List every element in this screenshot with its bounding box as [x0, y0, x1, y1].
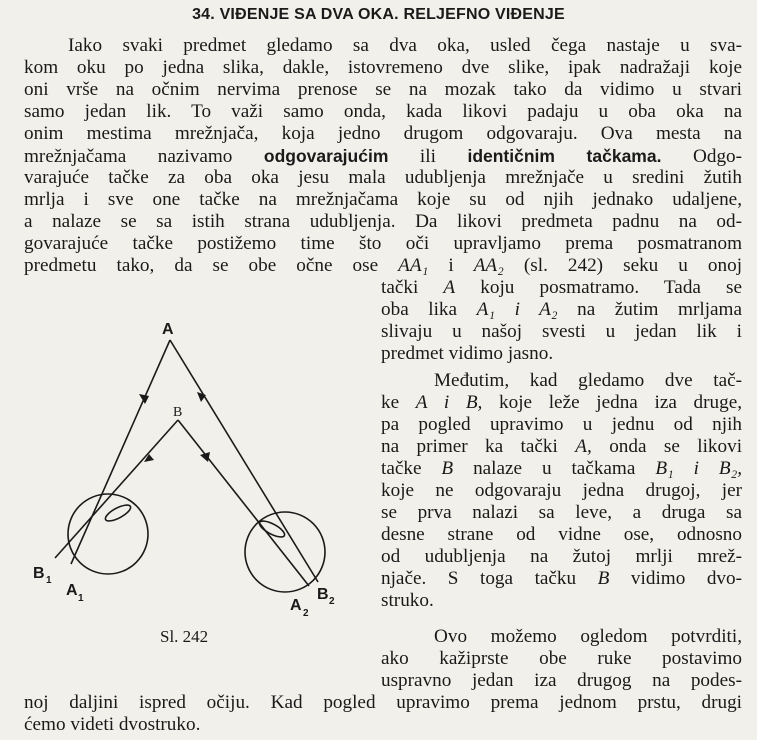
- figure-caption: Sl. 242: [160, 627, 209, 646]
- svg-text:2: 2: [303, 608, 309, 619]
- text-line: tačke B nalaze u tačkama B₁ i B₂,: [381, 458, 743, 479]
- text-line: na primer ka tački A, onda se likovi: [381, 436, 743, 457]
- text-line: samo jedan lik. To važi samo onda, kada likovi padaju u oba oka na: [24, 101, 742, 122]
- text-line: desne strane od vidne ose, odnosno: [381, 524, 742, 545]
- ray-b-left: [55, 420, 178, 558]
- text-line: mrežnjačama nazivamo odgovarajućim ili identičnim tačkama. Odgo-: [24, 146, 743, 167]
- svg-text:1: 1: [78, 593, 84, 604]
- symbol-AA1: AA₁: [398, 255, 429, 276]
- text-line: a nalaze se sa istih strana udubljenja. Da likovi predmeta padnu na od-: [24, 211, 742, 232]
- symbol-AA2: AA₂: [473, 255, 504, 276]
- text-line: njače. S toga tačku B vidimo dvo-: [381, 568, 742, 589]
- text-line: oba lika A₁ i A₂ na žutim mrljama: [381, 299, 742, 320]
- text-line: noj daljini ispred očiju. Kad pogled upravimo prema jednom prstu, drugi: [24, 692, 742, 713]
- text-line: onim mestima mrežnjača, koja jedno drugom odgovaraju. Ova mesta na: [24, 123, 742, 144]
- text-line: govarajuće tačke postižemo time što oči upravljamo prema posmatranom: [24, 233, 742, 254]
- right-lens: [257, 518, 286, 540]
- ray-b-right: [178, 420, 309, 586]
- text-line: struko.: [381, 590, 434, 611]
- term-identicnim: identičnim tačkama.: [467, 146, 662, 166]
- svg-text:2: 2: [329, 596, 335, 607]
- text-line: kom oku po jedna slika, dakle, istovremeno dve slike, ipak nadražaji koje: [24, 57, 742, 78]
- text-line: Iako svaki predmet gledamo sa dva oka, usled čega nastaje u sva-: [68, 35, 742, 56]
- text-line: koje ne odgovaraju jedna drugoj, jer: [381, 480, 742, 501]
- text-line: ćemo videti dvostruko.: [24, 714, 201, 735]
- term-odgovarajucim: odgovarajućim: [263, 146, 389, 166]
- text-line: varajuće tačke za oba oka jesu mala udubljenja mrežnjače u sredini žutih: [24, 167, 742, 188]
- label-A: A: [162, 321, 174, 338]
- text-line: pa pogled upravimo u jednu od njih: [381, 414, 742, 435]
- label-A1: A: [66, 582, 78, 599]
- binocular-vision-diagram: [20, 312, 365, 619]
- text-line: tački A koju posmatramo. Tada se: [381, 277, 743, 298]
- text-line: uspravno jedan iza drugog na podes-: [381, 670, 742, 691]
- ray-a-right: [170, 340, 318, 582]
- text-line: predmet vidimo jasno.: [381, 343, 554, 364]
- left-lens: [103, 502, 132, 524]
- text-line: ke A i B, koje leže jedna iza druge,: [381, 392, 743, 413]
- text-line: od udubljenja na žutoj mrlji mrež-: [381, 546, 742, 567]
- ray-a-left: [71, 340, 170, 564]
- label-B: B: [173, 405, 183, 420]
- label-B2: B: [317, 586, 329, 603]
- section-heading: 34. VIĐENJE SA DVA OKA. RELJEFNO VIĐENJE: [192, 6, 565, 23]
- right-eye: [245, 512, 325, 592]
- text-line: oni vrše na očnim nervima prenose se na mozak tako da vidimo u stvari: [24, 79, 742, 100]
- text-line: ako kažiprste obe ruke postavimo: [381, 648, 742, 669]
- text-line: se prva nalazi sa leve, a druga sa: [381, 502, 742, 523]
- text-line: mrlja i sve one tačke na mrežnjačama koje su od njih jednako udaljene,: [24, 189, 742, 210]
- text-line: Ovo možemo ogledom potvrditi,: [434, 626, 742, 647]
- label-A2: A: [290, 597, 302, 614]
- text-line: slivaju u našoj svesti u jedan lik i: [381, 321, 742, 342]
- text-line: Međutim, kad gledamo dve tač-: [434, 370, 742, 391]
- label-B1: B: [33, 565, 45, 582]
- svg-text:1: 1: [46, 575, 52, 586]
- left-eye: [68, 494, 148, 574]
- text-line: predmetu tako, da se obe očne ose AA₁ i AA₂ (sl. 242) seku u onoj: [24, 255, 743, 276]
